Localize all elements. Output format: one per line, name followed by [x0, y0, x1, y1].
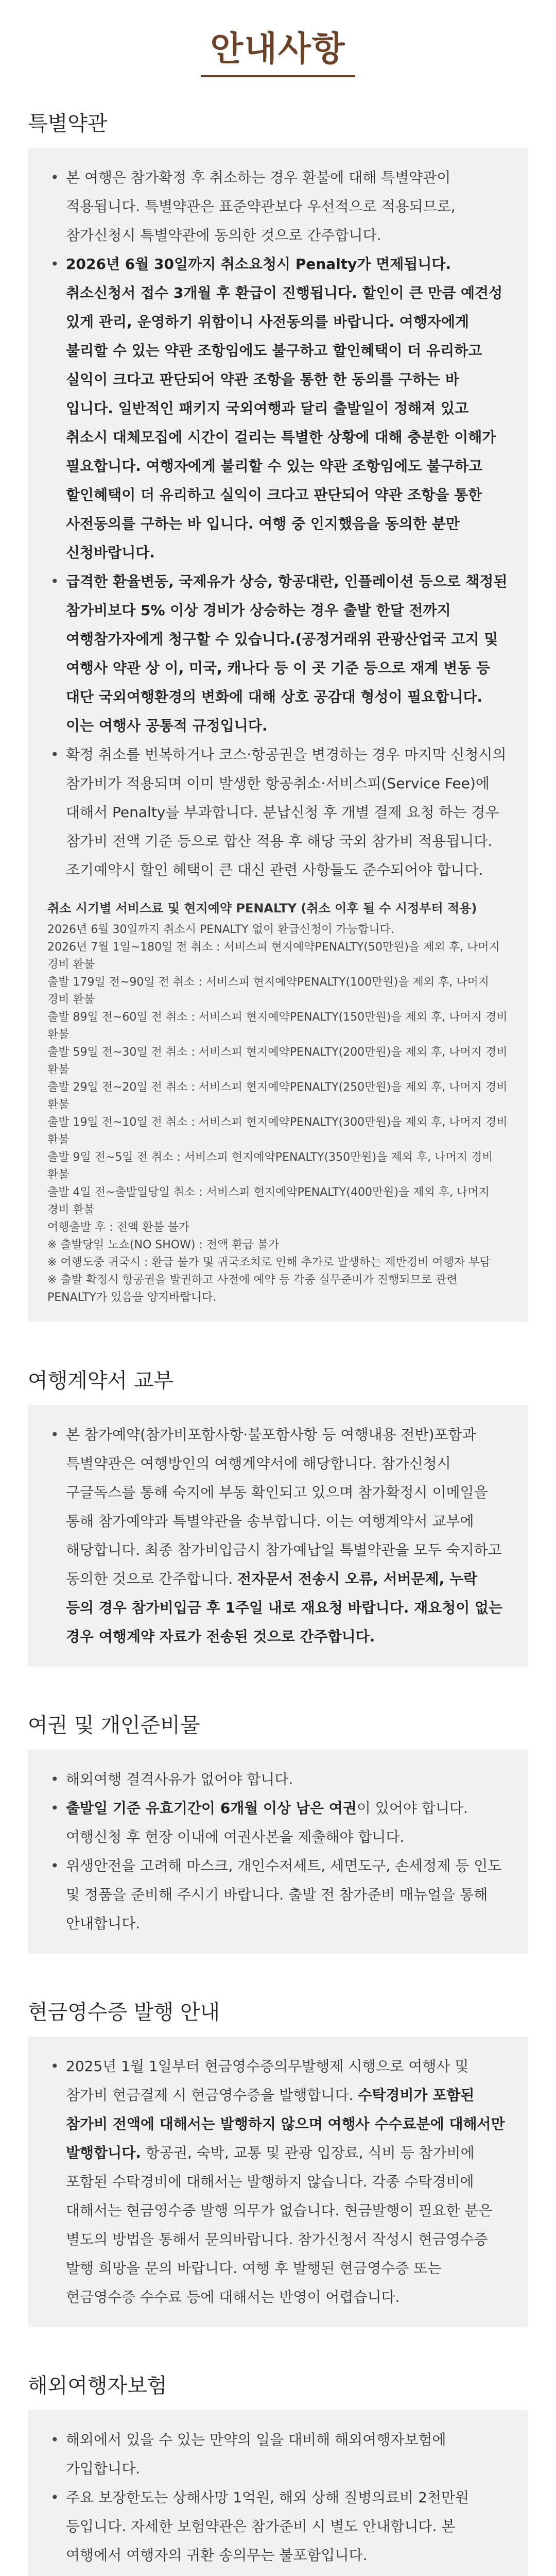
- list-item: [47, 1420, 509, 1651]
- body-text: 본 참가예약(참가비포함사항·불포함사항 등 여행내용 전반)포함과 특별약관은 여행방인의 여행계약서에 해당합니다. 참가신청시 구글독스를 통해 숙지에 부동 확인되고 있으며 참가확정시 이메일을 통해 참가예약과 특별약관을 송부합니다. 이는 여행계약서 교부에 해당합니다. 최종 참가비입금시 참가예납일 특별약관을 모두 숙지하고 동의한 것으로 간주합니다.: [66, 1426, 502, 1587]
- receipt-section: [0, 1996, 556, 2327]
- penalty-line: 출발 9일 전~5일 전 취소 : 서비스피 현지예약PENALTY(350만원)을 제외 후, 나머지 경비 환불: [47, 1151, 493, 1181]
- special-terms-box: [28, 148, 528, 1322]
- list-item: [47, 2426, 509, 2483]
- emphasis-text: 급격한 환율변동, 국제유가 상승, 항공대란, 인플레이션 등으로 책정된 참가비보다 5% 이상 경비가 상승하는 경우 출발 한달 전까지 여행참가자에게 청구할 수 있습니다.: [66, 573, 508, 648]
- list-item: [47, 740, 509, 885]
- passport-heading: 여권 및 개인준비물: [28, 1714, 200, 1737]
- body-text: 2025년 1월 1일부터 현금영수증의무발행제 시행으로 여행사 및 참가비 현금결제 시 현금영수증을 발행합니다.: [66, 2058, 469, 2104]
- passport-section: [0, 1709, 556, 1954]
- list-item: [47, 2483, 509, 2570]
- penalty-lines: [47, 921, 509, 1307]
- penalty-line: 출발 179일 전~90일 전 취소 : 서비스피 현지예약PENALTY(100만원)을 제외 후, 나머지 경비 환불: [47, 976, 489, 1006]
- emphasis-text: 수탁경비가 포함된 참가비 전액에 대해서는 발행하지 않으며 여행사 수수료분에 대해서만 발행합니다.: [66, 2087, 505, 2161]
- passport-box: [28, 1750, 528, 1954]
- body-text: 해외에서 있을 수 있는 만약의 일을 대비해 해외여행자보험에 가입합니다.: [66, 2431, 446, 2477]
- passport-list: [47, 1765, 509, 1938]
- emphasis-text: 전자문서 전송시 오류, 서버문제, 누락 등의 경우 참가비입금 후 1주일 내로 재요청 바랍니다. 재요청이 없는 경우 여행계약 자료가 전송된 것으로 간주합니다.: [66, 1570, 503, 1645]
- emphasis-text: 출발일 기준 유효기간이 6개월 이상 남은 여권: [66, 1800, 357, 1817]
- contract-heading: 여행계약서 교부: [28, 1369, 174, 1393]
- penalty-line: 출발 29일 전~20일 전 취소 : 서비스피 현지예약PENALTY(250만원)을 제외 후, 나머지 경비 환불: [47, 1081, 508, 1111]
- penalty-line: 출발 59일 전~30일 전 취소 : 서비스피 현지예약PENALTY(200만원)을 제외 후, 나머지 경비 환불: [47, 1046, 508, 1076]
- body-text: 항공권, 숙박, 교통 및 관광 입장료, 식비 등 참가비에 포함된 수탁경비에 대해서는 발행하지 않습니다. 각종 수탁경비에 대해서는 현금영수증 발행 의무가 없습니다. 현금발행이 필요한 분은 별도의 방법을 통해서 문의바랍니다. 참가신청서 작성시 현금영수증 발행 희망을 문의 바랍니다. 여행 후 발행된 현금영수증 또는 현금영수증 수수료 등에 대해서는 반영이 어렵습니다.: [66, 2144, 493, 2306]
- penalty-line: 여행출발 후 : 전액 환불 불가: [47, 1221, 190, 1234]
- insurance-heading: 해외여행자보험: [28, 2374, 167, 2398]
- emphasis-text: 2026년 6월 30일까지 취소요청시 Penalty가 면제됩니다. 취소신청서 접수 3개월 후 환급이 진행됩니다. 할인이 큰 만큼 예견성 있게 관리, 운영하기 위함이니 사전동의를 바랍니다. 여행자에게 불리할 수 있는 약관 조항임에도 불구하고 할인혜택이 더 유리하고 실익이 크다고 판단되어 약관 조항을 통한 한 동의를 구하는 바 입니다. 일반적인 패키지 국외여행과 달리 출발일이 정해져 있고 취소시 대체모집에 시간이 걸리는 특별한 상황에 대해 충분한 이해가 필요합니다. 여행자에게 불리할 수 있는 약관 조항임에도 불구하고 할인혜택이 더 유리하고 실익이 크다고 판단되어 약관 조항을 통한 사전동의를 구하는 바 입니다. 여행 중 인지했음을 동의한 분만 신청바랍니다.: [66, 256, 503, 561]
- penalty-title: 취소 시기별 서비스료 및 현지예약 PENALTY (취소 이후 될 수 시정부터 적용): [47, 901, 477, 916]
- special-terms-section: [0, 107, 556, 1322]
- receipt-list: [47, 2052, 509, 2312]
- penalty-line: 출발 4일 전~출발일당일 취소 : 서비스피 현지예약PENALTY(400만원)을 제외 후, 나머지 경비 환불: [47, 1186, 490, 1216]
- emphasis-text: (공정거래위 관광산업국 고지 및 여행사 약관 상 이, 미국, 캐나다 등 이 곳 기준 등으로 재계 변동 등 대단 국외여행환경의 변화에 대해 상호 공감대 형성이 필요합니다. 이는 여행사 공통적 규정입니다.: [66, 631, 498, 734]
- list-item: [47, 2570, 509, 2576]
- list-item: [47, 1794, 509, 1852]
- body-text: 위생안전을 고려해 마스크, 개인수저세트, 세면도구, 손세정제 등 인도 및 정품을 준비해 주시기 바랍니다. 출발 전 참가준비 매뉴얼을 통해 안내합니다.: [66, 1857, 502, 1932]
- special-terms-heading: 특별약관: [28, 112, 108, 135]
- contract-section: [0, 1364, 556, 1667]
- insurance-section: [0, 2369, 556, 2576]
- list-item: [47, 1852, 509, 1938]
- body-text: 해외여행 결격사유가 없어야 합니다.: [66, 1771, 293, 1788]
- insurance-list: [47, 2426, 509, 2576]
- special-terms-list: [47, 163, 509, 885]
- penalty-line: ※ 출발 확정시 항공권을 발권하고 사전에 예약 등 각종 실무준비가 진행되므로 관련 PENALTY가 있음을 양지바랍니다.: [47, 1274, 458, 1304]
- page-header: [0, 0, 556, 98]
- body-text: 주요 보장한도는 상해사망 1억원, 해외 상해 질병의료비 2천만원 등입니다. 자세한 보험약관은 참가준비 시 별도 안내합니다. 본 여행에서 여행자의 귀환 송의무는 불포함입니다.: [66, 2489, 470, 2564]
- contract-list: [47, 1420, 509, 1651]
- body-text: 확정 취소를 번복하거나 코스·항공권을 변경하는 경우 마지막 신청시의 참가비가 적용되며 이미 발생한 항공취소·서비스피(Service Fee)에 대해서 Penalty를 부과합니다. 분납신청 후 개별 결제 요청 하는 경우 참가비 전액 기준 등으로 합산 적용 후 해당 국외 참가비 적용됩니다. 조기예약시 할인 혜택이 큰 대신 관련 사항들도 준수되어야 합니다.: [66, 746, 507, 878]
- list-item: [47, 250, 509, 567]
- page-title: 안내사항: [201, 21, 355, 77]
- body-text: 이 있어야 합니다. 여행신청 후 현장 이내에 여권사본을 제출해야 합니다.: [66, 1800, 468, 1845]
- receipt-heading: 현금영수증 발행 안내: [28, 2001, 220, 2024]
- list-item: [47, 1765, 509, 1794]
- insurance-box: [28, 2410, 528, 2576]
- penalty-line: ※ 출발당일 노쇼(NO SHOW) : 전액 환급 불가: [47, 1239, 280, 1251]
- penalty-line: ※ 여행도중 귀국시 : 환급 불가 및 귀국조치로 인해 추가로 발생하는 제반경비 여행자 부담: [47, 1256, 491, 1269]
- list-item: [47, 163, 509, 250]
- penalty-line: 2026년 7월 1일~180일 전 취소 : 서비스피 현지예약PENALTY(50만원)을 제외 후, 나머지 경비 환불: [47, 941, 500, 971]
- penalty-line: 2026년 6월 30일까지 취소시 PENALTY 없이 환급신청이 가능합니다.: [47, 923, 394, 936]
- receipt-box: [28, 2037, 528, 2327]
- penalty-line: 출발 89일 전~60일 전 취소 : 서비스피 현지예약PENALTY(150만원)을 제외 후, 나머지 경비 환불: [47, 1011, 508, 1041]
- list-item: [47, 567, 509, 740]
- body-text: 본 여행은 참가확정 후 취소하는 경우 환불에 대해 특별약관이 적용됩니다. 특별약관은 표준약관보다 우선적으로 적용되므로, 참가신청시 특별약관에 동의한 것으로 간주합니다.: [66, 169, 456, 244]
- list-item: [47, 2052, 509, 2312]
- contract-box: [28, 1405, 528, 1667]
- penalty-line: 출발 19일 전~10일 전 취소 : 서비스피 현지예약PENALTY(300만원)을 제외 후, 나머지 경비 환불: [47, 1116, 508, 1146]
